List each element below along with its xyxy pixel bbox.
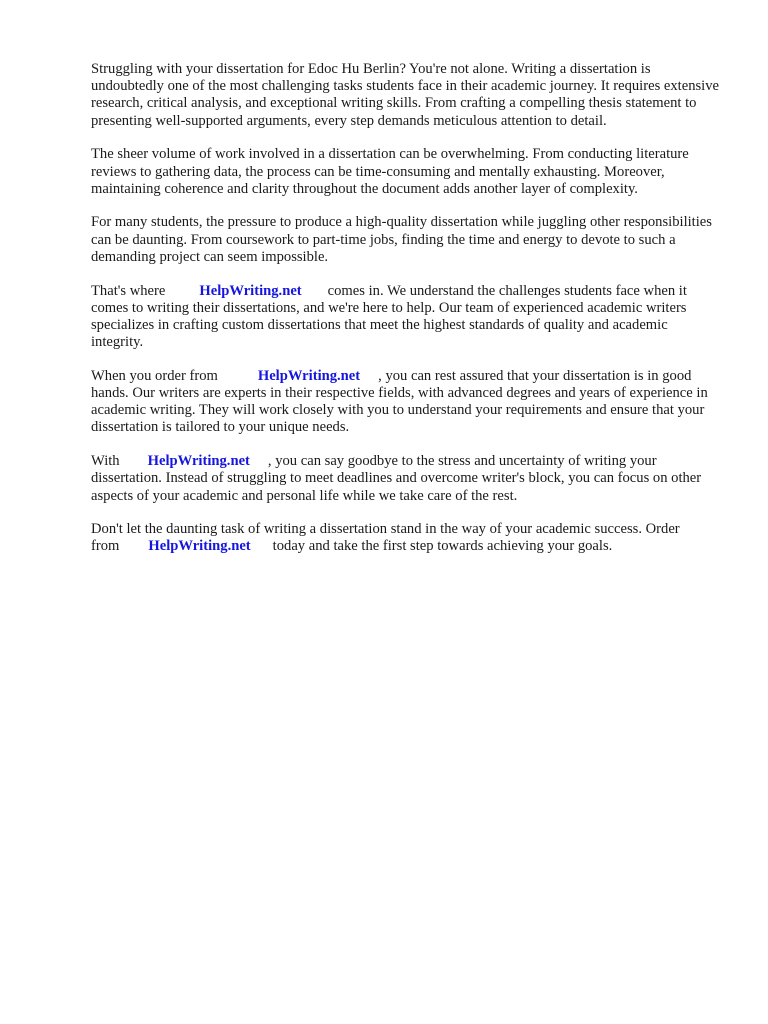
paragraph-thats-where-rest: comes in. We understand the challenges students face when it comes to writing their dissertations, and we're here to help. Our team of experienced academic writers specializes in crafting custom dissertations that meet the highest standards of quality and academic integrity. <box>91 282 687 351</box>
paragraph-pressure <box>91 214 723 266</box>
paragraph-workload <box>91 146 723 198</box>
paragraph-thats-where-lead: That's where <box>91 282 166 299</box>
paragraph-pressure-text: For many students, the pressure to produce a high-quality dissertation while juggling other responsibilities can be daunting. From coursework to part-time jobs, finding the time and energy to devote to such a demanding project can seem impossible. <box>91 214 712 265</box>
paragraph-order-from <box>91 368 723 437</box>
paragraph-order-from-lead: When you order from <box>91 367 218 384</box>
paragraph-intro <box>91 61 723 130</box>
paragraph-with-rest: , you can say goodbye to the stress and uncertainty of writing your dissertation. Instead of struggling to meet deadlines and overcome writer's block, you can focus on other aspects of your academic and personal life while we take care of the rest. <box>91 453 702 504</box>
paragraph-with <box>91 453 723 505</box>
helpwriting-link[interactable]: HelpWriting.net <box>199 282 302 299</box>
paragraph-order-from-rest: , you can rest assured that your dissertation is in good hands. Our writers are experts in their respective fields, with advanced degrees and years of experience in academic writing. They will work closely with you to understand your requirements and ensure that your dissertation is tailored to your unique needs. <box>91 367 708 436</box>
paragraph-closing-rest: today and take the first step towards achieving your goals. <box>272 538 613 555</box>
helpwriting-link[interactable]: HelpWriting.net <box>148 538 251 555</box>
helpwriting-link[interactable]: HelpWriting.net <box>147 453 250 470</box>
document-body <box>91 61 723 572</box>
helpwriting-link[interactable]: HelpWriting.net <box>257 367 361 384</box>
paragraph-thats-where <box>91 283 723 352</box>
paragraph-with-lead: With <box>91 453 120 470</box>
paragraph-intro-text: Struggling with your dissertation for Edoc Hu Berlin? You're not alone. Writing a dissertation is undoubtedly one of the most challenging tasks students face in their academic journey. It requires extensive research, critical analysis, and exceptional writing skills. From crafting a compelling thesis statement to presenting well-supported arguments, every step demands meticulous attention to detail. <box>91 61 720 129</box>
paragraph-closing <box>91 521 723 555</box>
paragraph-closing-lead: Don't let the daunting task of writing a dissertation stand in the way of your academic success. Order from <box>91 521 680 555</box>
paragraph-workload-text: The sheer volume of work involved in a dissertation can be overwhelming. From conducting literature reviews to gathering data, the process can be time-consuming and mentally exhausting. Moreover, maintaining coherence and clarity throughout the document adds another layer of complexity. <box>91 146 689 197</box>
